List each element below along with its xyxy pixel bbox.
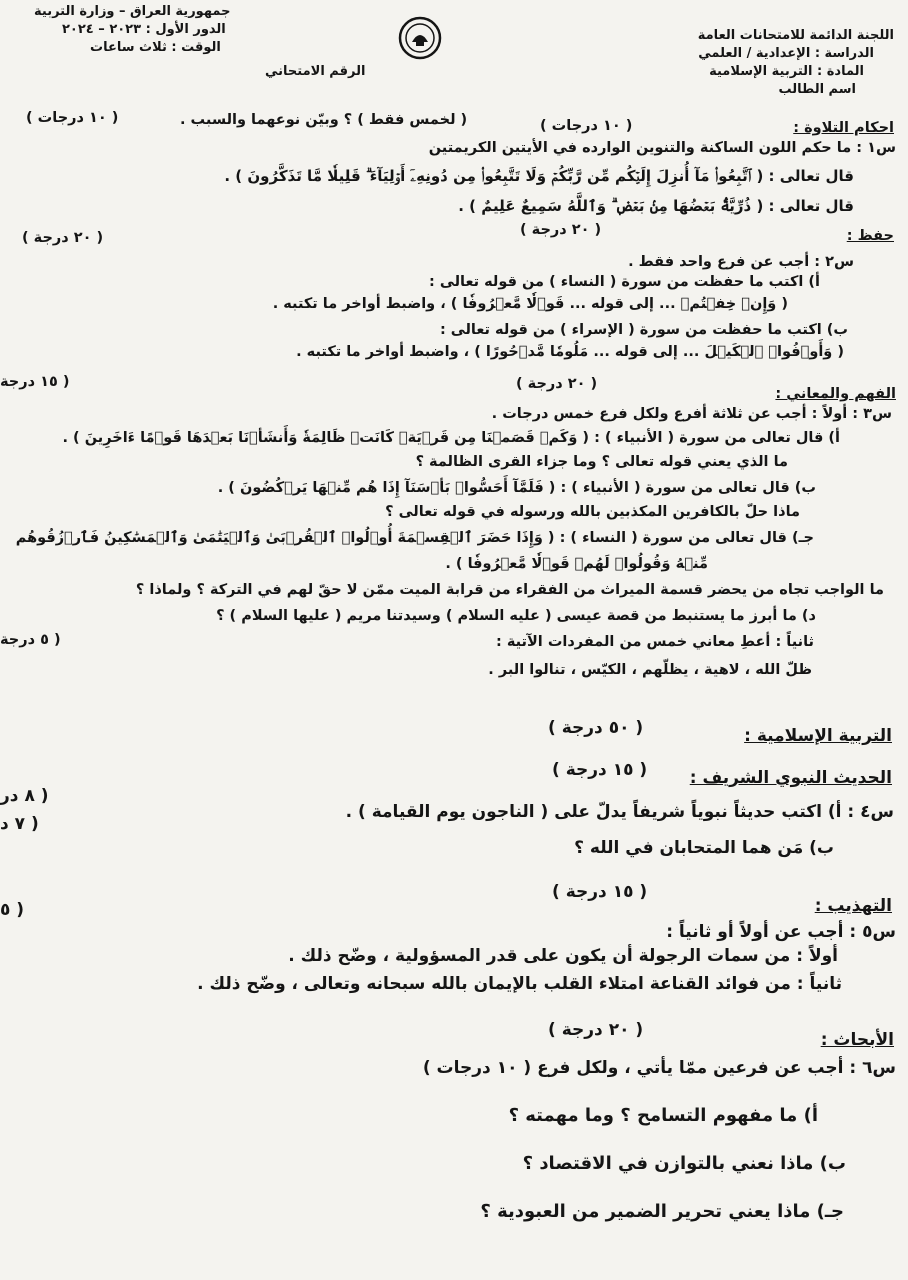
header-ministry: جمهورية العراق – وزارة التربية [34, 4, 231, 19]
marks-q4-left1: ( ٨ در [0, 786, 49, 806]
q3-a-question: ما الذي يعني قوله تعالى ؟ وما جزاء القرى الظالمة ؟ [415, 454, 788, 470]
q6-b: ب) ماذا نعني بالتوازن في الاقتصاد ؟ [522, 1153, 846, 1174]
q3-d: د) ما أبرز ما يستنبط من قصة عيسى ( عليه السلام ) وسيدتنا مريم ( عليها السلام ) ؟ [216, 608, 816, 624]
header-time: الوقت : ثلاث ساعات [90, 40, 221, 55]
q4-question: س٤ : أ) اكتب حديثاً نبوياً شريفاً يدلّ على ( الناجون يوم القيامة ) . [345, 802, 894, 822]
q6-question: س٦ : أجب عن فرعين ممّا يأتي ، ولكل فرع ( ١٠ درجات ) [422, 1058, 896, 1078]
section-title-abhath: الأبحاث : [820, 1030, 894, 1050]
marks-q3-left: ( ١٥ درجة [0, 374, 70, 390]
q5-first: أولاً : من سمات الرجولة أن يكون على قدر المسؤولية ، وضّح ذلك . [288, 946, 838, 966]
emblem-seal-icon [398, 16, 442, 60]
q3-b: ب) قال تعالى من سورة ( الأنبياء ) : ( فَلَمَّآ أَحَسُّوا۟ بَأۡسَنَآ إِذَا هُم مِّنۡهَا يَرۡكُضُونَ ) . [217, 480, 816, 496]
q3-c-verse2: مِّنۡهُ وَقُولُوا۟ لَهُمۡ قَوۡلٗا مَّعۡرُوفٗا ) . [445, 556, 708, 572]
q3-second: ثانياً : أعطِ معاني خمس من المفردات الآتية : [496, 634, 814, 650]
marks-q4-left2: ( ٧ د [0, 814, 39, 834]
header-study: الدراسة : الإعدادية / العلمي [698, 46, 874, 61]
section-title-tarbiya: التربية الإسلامية : [744, 726, 892, 746]
q2-a: أ) اكتب ما حفظت من سورة ( النساء ) من قوله تعالى : [429, 274, 820, 290]
section-title-fahm: الفهم والمعاني : [775, 386, 896, 402]
marks-q1-center: ( ١٠ درجات ) [540, 118, 633, 134]
section-title-hadith: الحديث النبوي الشريف : [689, 768, 892, 788]
marks-q1-left: ( ١٠ درجات ) [26, 110, 119, 126]
q4-b: ب) مَن هما المتحابان في الله ؟ [574, 838, 834, 858]
marks-q3-center: ( ٢٠ درجة ) [516, 376, 598, 392]
q3-b-question: ماذا حلّ بالكافرين المكذبين بالله ورسوله في قوله تعالى ؟ [385, 504, 800, 520]
q1-verse2: قال تعالى : ( ذُرِّيَّةَۢ بَعۡضُهَا مِنۢ بَعۡضٖ ۗ وَٱللَّهُ سَمِيعٌ عَلِيمٌ ) . [458, 197, 854, 215]
marks-q6: ( ٢٠ درجة ) [548, 1020, 644, 1040]
q2-b-verse: ( وَأَوۡفُوا۟ ٱلۡكَيۡلَ ... إلى قوله ... مَلُومٗا مَّدۡحُورًا ) ، واضبط أواخر ما تكتبه . [296, 344, 844, 360]
q1-line1-tail: ( لخمس فقط ) ؟ وبيّن نوعهما والسبب . [180, 112, 468, 128]
header-subject: المادة : التربية الإسلامية [709, 64, 864, 79]
header-student-name: اسم الطالب [778, 82, 856, 97]
q6-a: أ) ما مفهوم التسامح ؟ وما مهمته ؟ [508, 1105, 818, 1126]
marks-q4: ( ١٥ درجة ) [552, 760, 648, 780]
q3-a: أ) قال تعالى من سورة ( الأنبياء ) : ( وَكَمۡ قَصَمۡنَا مِن قَرۡيَةٖ كَانَتۡ ظَالِمَةٗ وَأَنشَأۡنَا بَعۡدَهَا قَوۡمًا ءَاخَرِينَ ) . [62, 430, 840, 446]
marks-q5: ( ١٥ درجة ) [552, 882, 648, 902]
section-title-hifz: حفظ : [846, 228, 894, 244]
q2-question: س٢ : أجب عن فرع واحد فقط . [628, 254, 854, 270]
header-session: الدور الأول : ٢٠٢٣ – ٢٠٢٤ [62, 22, 226, 37]
q3-words: ظلّ الله ، لاهية ، يظلّهم ، الكيّس ، تنالوا البر . [488, 662, 812, 678]
q1-line1: س١ : ما حكم اللون الساكنة والتنوين الوارده في الأيتين الكريمتين [428, 140, 896, 156]
exam-number-label: الرقم الامتحاني [265, 64, 366, 79]
marks-tarbiya: ( ٥٠ درجة ) [548, 718, 644, 738]
marks-q5-left: ( ٥ [0, 900, 25, 920]
q3-question: س٣ : أولاً : أجب عن ثلاثة أفرع ولكل فرع خمس درجات . [491, 406, 892, 422]
q2-a-verse: ( وَإِنۡ خِفۡتُمۡ ... إلى قوله ... قَوۡلٗا مَّعۡرُوفٗا ) ، واضبط أواخر ما تكتبه . [272, 296, 788, 312]
q6-c: جـ) ماذا يعني تحرير الضمير من العبودية ؟ [480, 1201, 844, 1222]
marks-q2-left: ( ٢٠ درجة ) [22, 230, 104, 246]
section-title-tilawa: احكام التلاوة : [793, 120, 894, 136]
q2-b: ب) اكتب ما حفظت من سورة ( الإسراء ) من قوله تعالى : [439, 322, 848, 338]
q1-verse1: قال تعالى : ( ٱتَّبِعُوا۟ مَآ أُنزِلَ إِلَيۡكُم مِّن رَّبِّكُمۡ وَلَا تَتَّبِعُوا۟ مِن دُونِهِۦٓ أَوۡلِيَآءَ ۗ قَلِيلٗا مَّا تَذَكَّرُونَ ) . [224, 167, 854, 185]
q3-c: جـ) قال تعالى من سورة ( النساء ) : ( وَإِذَا حَضَرَ ٱلۡقِسۡمَةَ أُو۟لُوا۟ ٱلۡقُرۡبَىٰ وَٱلۡيَتَٰمَىٰ وَٱلۡمَسَٰكِينُ فَٱرۡزُقُوهُم [15, 530, 814, 546]
section-title-tahdhib: التهذيب : [814, 896, 892, 916]
q5-question: س٥ : أجب عن أولاً أو ثانياً : [666, 922, 896, 942]
q5-second: ثانياً : من فوائد القناعة امتلاء القلب بالإيمان بالله سبحانه وتعالى ، وضّح ذلك . [197, 974, 842, 994]
q3-c-question: ما الواجب تجاه من يحضر قسمة الميراث من الفقراء من قرابة الميت ممّن لا حقّ لهم في التركة ؟ ولماذا ؟ [135, 582, 884, 598]
marks-q3-left2: ( ٥ درجة [0, 632, 61, 648]
header-committee: اللجنة الدائمة للامتحانات العامة [697, 28, 894, 43]
marks-q2-center: ( ٢٠ درجة ) [520, 222, 602, 238]
